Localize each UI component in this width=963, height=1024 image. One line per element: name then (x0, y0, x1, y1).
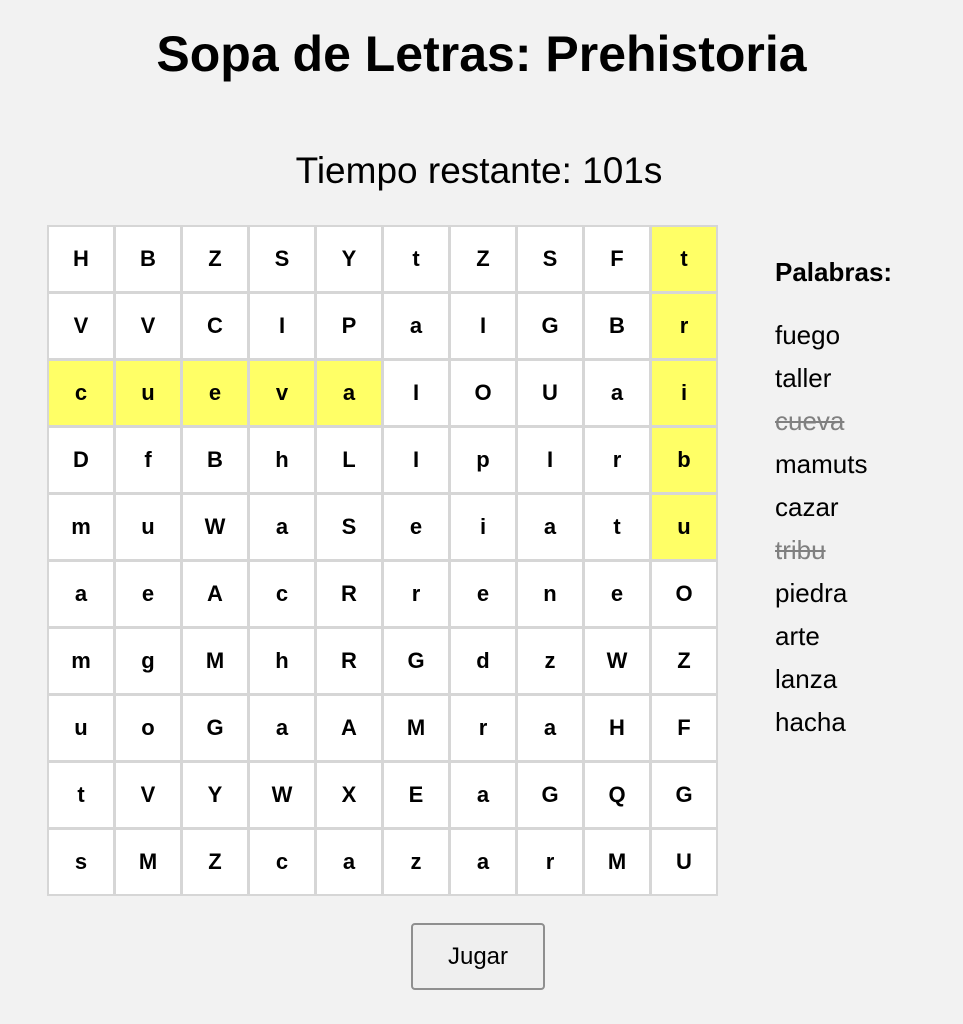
grid-cell[interactable]: W (248, 761, 316, 829)
grid-cell[interactable]: a (449, 761, 517, 829)
grid-cell[interactable]: F (650, 694, 718, 762)
grid-cell[interactable]: G (181, 694, 249, 762)
grid-cell[interactable]: a (248, 493, 316, 561)
word-list-item: mamuts (775, 449, 868, 479)
grid-cell[interactable]: Z (650, 627, 718, 695)
grid-cell[interactable]: r (650, 292, 718, 360)
grid-cell[interactable]: F (583, 225, 651, 293)
grid-cell[interactable]: U (516, 359, 584, 427)
grid-cell[interactable]: r (583, 426, 651, 494)
grid-cell[interactable]: B (583, 292, 651, 360)
timer-display: Tiempo restante: 101s (295, 150, 663, 191)
grid-cell[interactable]: a (449, 828, 517, 896)
grid-cell[interactable]: e (583, 560, 651, 628)
grid-cell[interactable]: M (181, 627, 249, 695)
grid-cell[interactable]: c (248, 828, 316, 896)
grid-cell[interactable]: o (114, 694, 182, 762)
grid-cell[interactable]: B (114, 225, 182, 293)
grid-cell[interactable]: Y (315, 225, 383, 293)
grid-cell[interactable]: A (181, 560, 249, 628)
grid-cell[interactable]: G (516, 761, 584, 829)
grid-cell[interactable]: r (449, 694, 517, 762)
grid-cell[interactable]: V (114, 761, 182, 829)
word-list-item: cueva (775, 406, 845, 436)
letter-grid (47, 225, 717, 895)
grid-cell[interactable]: h (248, 426, 316, 494)
play-button[interactable]: Jugar (411, 923, 545, 990)
grid-cell[interactable]: e (114, 560, 182, 628)
grid-cell[interactable]: z (382, 828, 450, 896)
grid-cell[interactable]: n (516, 560, 584, 628)
grid-cell[interactable]: I (516, 426, 584, 494)
grid-cell[interactable]: Y (181, 761, 249, 829)
grid-cell[interactable]: b (650, 426, 718, 494)
grid-cell[interactable]: H (583, 694, 651, 762)
grid-cell[interactable]: s (47, 828, 115, 896)
grid-cell[interactable]: u (650, 493, 718, 561)
grid-cell[interactable]: u (47, 694, 115, 762)
grid-cell[interactable]: a (248, 694, 316, 762)
grid-cell[interactable]: A (315, 694, 383, 762)
grid-cell[interactable]: m (47, 627, 115, 695)
word-list-panel (775, 252, 955, 744)
grid-cell[interactable]: V (114, 292, 182, 360)
grid-cell[interactable]: P (315, 292, 383, 360)
grid-cell[interactable]: e (181, 359, 249, 427)
grid-cell[interactable]: Z (181, 225, 249, 293)
word-list-title: Palabras: (775, 257, 893, 287)
grid-cell[interactable]: M (583, 828, 651, 896)
grid-cell[interactable]: S (516, 225, 584, 293)
grid-cell[interactable]: E (382, 761, 450, 829)
grid-cell[interactable]: i (650, 359, 718, 427)
grid-cell[interactable]: a (382, 292, 450, 360)
grid-cell[interactable]: i (449, 493, 517, 561)
grid-cell[interactable]: I (382, 359, 450, 427)
grid-cell[interactable]: t (583, 493, 651, 561)
grid-cell[interactable]: W (181, 493, 249, 561)
grid-cell[interactable]: t (650, 225, 718, 293)
word-list-item: piedra (775, 578, 848, 608)
grid-cell[interactable]: L (315, 426, 383, 494)
grid-cell[interactable]: O (650, 560, 718, 628)
grid-cell[interactable]: z (516, 627, 584, 695)
grid-cell[interactable]: e (449, 560, 517, 628)
grid-cell[interactable]: W (583, 627, 651, 695)
grid-cell[interactable]: Q (583, 761, 651, 829)
page-title: Sopa de Letras: Prehistoria (156, 26, 807, 82)
grid-cell[interactable]: a (583, 359, 651, 427)
grid-cell[interactable]: M (114, 828, 182, 896)
word-list (775, 314, 955, 744)
grid-cell[interactable]: S (315, 493, 383, 561)
word-list-item: cazar (775, 492, 839, 522)
grid-cell[interactable]: I (449, 292, 517, 360)
grid-cell[interactable]: I (248, 292, 316, 360)
grid-cell[interactable]: Z (449, 225, 517, 293)
grid-cell[interactable]: S (248, 225, 316, 293)
grid-cell[interactable]: r (382, 560, 450, 628)
grid-cell[interactable]: V (47, 292, 115, 360)
grid-cell[interactable]: c (47, 359, 115, 427)
grid-cell[interactable]: r (516, 828, 584, 896)
grid-cell[interactable]: a (47, 560, 115, 628)
grid-cell[interactable]: m (47, 493, 115, 561)
grid-cell[interactable]: D (47, 426, 115, 494)
grid-cell[interactable]: f (114, 426, 182, 494)
grid-cell[interactable]: p (449, 426, 517, 494)
grid-cell[interactable]: H (47, 225, 115, 293)
grid-cell[interactable]: G (650, 761, 718, 829)
grid-cell[interactable]: R (315, 627, 383, 695)
grid-cell[interactable]: c (248, 560, 316, 628)
grid-cell[interactable]: t (47, 761, 115, 829)
word-list-item: fuego (775, 320, 841, 350)
grid-cell[interactable]: Z (181, 828, 249, 896)
grid-cell[interactable]: a (516, 493, 584, 561)
grid-cell[interactable]: d (449, 627, 517, 695)
grid-cell[interactable]: e (382, 493, 450, 561)
grid-cell[interactable]: B (181, 426, 249, 494)
grid-cell[interactable]: U (650, 828, 718, 896)
grid-cell[interactable]: I (382, 426, 450, 494)
grid-cell[interactable]: a (516, 694, 584, 762)
grid-cell[interactable]: R (315, 560, 383, 628)
word-list-item: hacha (775, 707, 846, 737)
grid-cell[interactable]: u (114, 359, 182, 427)
grid-cell[interactable]: C (181, 292, 249, 360)
grid-cell[interactable]: O (449, 359, 517, 427)
word-list-item: tribu (775, 535, 826, 565)
grid-cell[interactable]: a (315, 359, 383, 427)
grid-cell[interactable]: G (382, 627, 450, 695)
grid-cell[interactable]: X (315, 761, 383, 829)
grid-cell[interactable]: g (114, 627, 182, 695)
grid-cell[interactable]: t (382, 225, 450, 293)
grid-cell[interactable]: G (516, 292, 584, 360)
word-list-item: arte (775, 621, 820, 651)
grid-cell[interactable]: a (315, 828, 383, 896)
grid-cell[interactable]: h (248, 627, 316, 695)
grid-cell[interactable]: v (248, 359, 316, 427)
grid-cell[interactable]: M (382, 694, 450, 762)
word-list-item: lanza (775, 664, 838, 694)
word-list-item: taller (775, 363, 832, 393)
grid-cell[interactable]: u (114, 493, 182, 561)
